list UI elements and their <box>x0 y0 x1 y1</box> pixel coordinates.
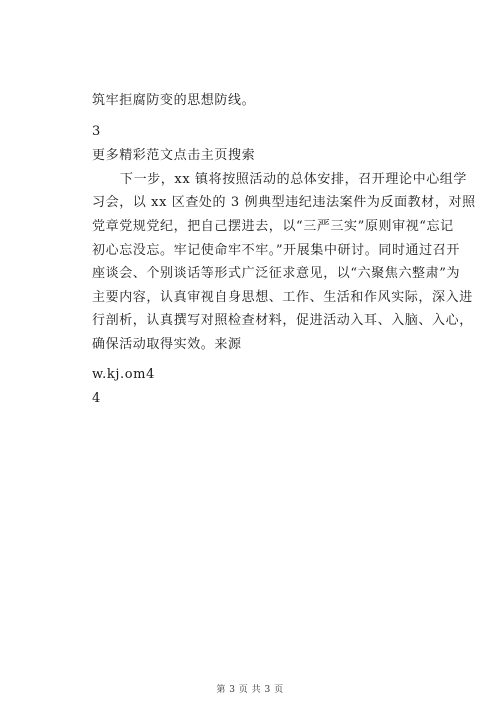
text-line: 4 <box>92 391 101 406</box>
text-line: 初心忘没忘。牢记使命牢不牢。”开展集中研讨。同时通过召开 <box>92 243 460 258</box>
text-line: w.kj.om4 <box>92 367 155 382</box>
text-line: 座谈会、个别谈话等形式广泛征求意见，以“六聚焦六整肃”为 <box>92 266 461 281</box>
text-line: 党章党规党纪，把自己摆进去，以“三严三实”原则审视“忘记 <box>92 219 454 234</box>
paragraph-first-line: 下一步，xx 镇将按照活动的总体安排，召开理论中心组学 <box>120 172 467 187</box>
text-line: 更多精彩范文点击主页搜索 <box>92 148 256 163</box>
text-line: 习会，以 xx 区查处的 3 例典型违纪违法案件为反面教材，对照 <box>92 195 476 210</box>
text-line: 3 <box>92 124 101 139</box>
text-line: 筑牢拒腐防变的思想防线。 <box>92 93 256 108</box>
text-line: 确保活动取得实效。来源 <box>92 337 242 352</box>
text-line: 主要内容，认真审视自身思想、工作、生活和作风实际，深入进 <box>92 290 473 305</box>
page-number-footer: 第 3 页 共 3 页 <box>216 685 284 695</box>
text-line: 行剖析，认真撰写对照检查材料，促进活动入耳、入脑、入心， <box>92 313 473 328</box>
